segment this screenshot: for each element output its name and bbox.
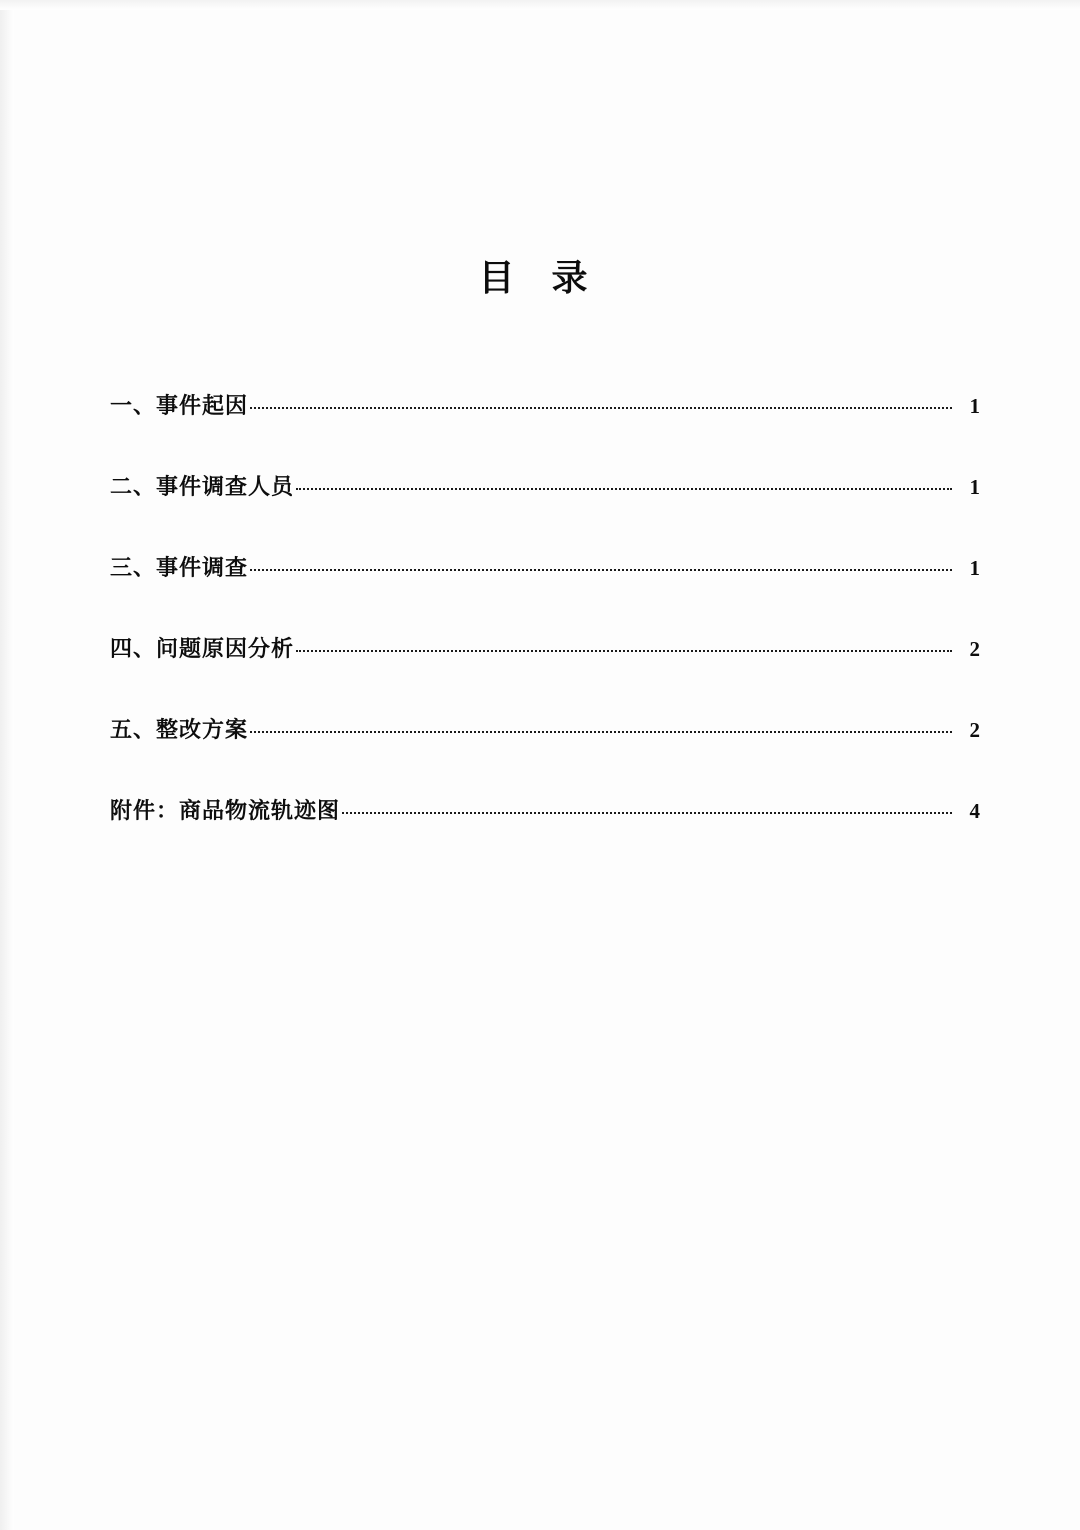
toc-entry-page: 2 bbox=[969, 637, 980, 661]
toc-entry-label: 二、事件调查人员 bbox=[110, 474, 295, 499]
toc-entry-page: 4 bbox=[969, 799, 980, 823]
toc-entry-label: 五、整改方案 bbox=[110, 717, 249, 742]
toc-entry-label: 四、问题原因分析 bbox=[110, 636, 295, 661]
toc-dot-leader bbox=[250, 406, 952, 409]
toc-entry-page: 2 bbox=[969, 718, 980, 742]
toc-dot-leader bbox=[250, 730, 952, 733]
toc-entry[interactable] bbox=[110, 713, 980, 744]
page-edge-shadow-left bbox=[0, 0, 14, 1530]
page-title: 目 录 bbox=[478, 258, 602, 298]
toc-entry[interactable] bbox=[110, 389, 980, 420]
toc-entry-label: 附件：商品物流轨迹图 bbox=[110, 798, 341, 823]
page-content bbox=[110, 250, 980, 875]
toc-dot-leader bbox=[296, 487, 952, 490]
toc-entry-label: 一、事件起因 bbox=[110, 393, 249, 418]
table-of-contents bbox=[110, 389, 980, 825]
toc-entry-page: 1 bbox=[969, 556, 980, 580]
toc-dot-leader bbox=[342, 811, 952, 814]
toc-entry[interactable] bbox=[110, 470, 980, 501]
toc-entry-page: 1 bbox=[969, 394, 980, 418]
toc-entry-label: 三、事件调查 bbox=[110, 555, 249, 580]
toc-entry[interactable] bbox=[110, 794, 980, 825]
toc-entry[interactable] bbox=[110, 632, 980, 663]
page-edge-shadow-top bbox=[0, 0, 1080, 10]
toc-entry[interactable] bbox=[110, 551, 980, 582]
toc-entry-page: 1 bbox=[969, 475, 980, 499]
toc-dot-leader bbox=[250, 568, 952, 571]
toc-dot-leader bbox=[296, 649, 952, 652]
